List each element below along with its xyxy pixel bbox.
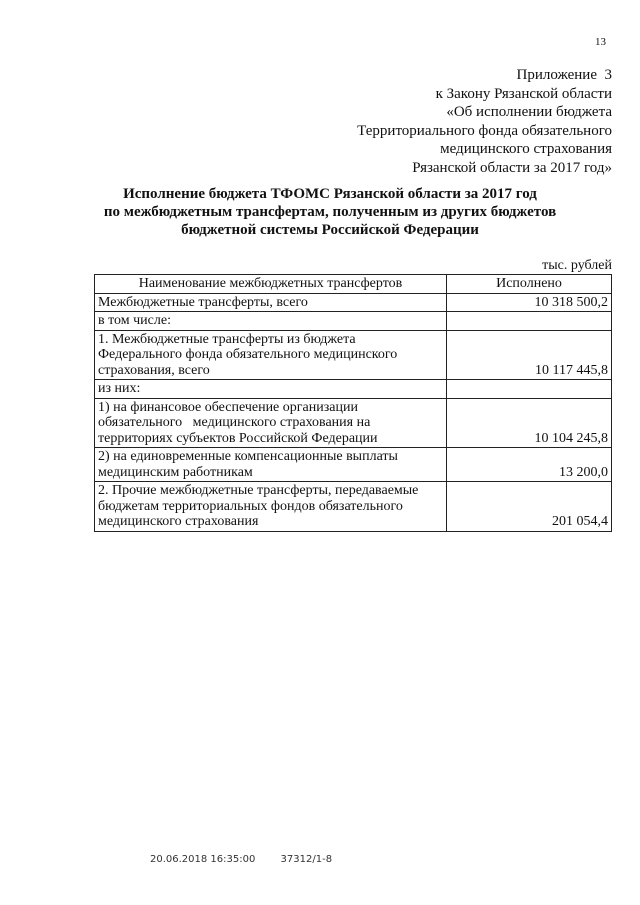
footer-stamp: [150, 854, 354, 865]
row-name: 2) на единовременные компенсационные выплаты медицинским работникам: [95, 448, 447, 482]
row-value: 201 054,4: [447, 482, 612, 532]
header-name: Наименование межбюджетных трансфертов: [95, 275, 447, 294]
appendix-line: Рязанской области за 2017 год»: [412, 159, 612, 176]
title-line: бюджетной системы Российской Федерации: [181, 222, 479, 238]
table-row: [95, 380, 612, 399]
appendix-line: медицинского страхования: [440, 141, 612, 158]
title-line: по межбюджетным трансфертам, полученным из других бюджетов: [103, 204, 557, 220]
header-value: Исполнено: [447, 275, 612, 294]
document-title: [80, 185, 580, 239]
row-name: в том числе:: [95, 312, 447, 331]
table-header-row: [95, 275, 612, 294]
row-value: 10 117 445,8: [447, 330, 612, 380]
row-name: 2. Прочие межбюджетные трансферты, передаваемые бюджетам территориальных фондов обязательного медицинского страхования: [95, 482, 447, 532]
row-value: [447, 312, 612, 331]
appendix-header: [282, 66, 612, 178]
row-value: [447, 380, 612, 399]
table-row: [95, 330, 612, 380]
row-name: 1) на финансовое обеспечение организации обязательного медицинского страхования на территориях субъектов Российской Федерации: [95, 398, 447, 448]
page-number: 13: [595, 36, 606, 48]
units-label: тыс. рублей: [542, 258, 612, 273]
title-line: Исполнение бюджета ТФОМС Рязанской области за 2017 год: [123, 186, 537, 202]
row-name: Межбюджетные трансферты, всего: [95, 293, 447, 312]
transfers-table: [94, 274, 612, 532]
row-value: 13 200,0: [447, 448, 612, 482]
row-value: 10 318 500,2: [447, 293, 612, 312]
appendix-line: «Об исполнении бюджета: [446, 104, 612, 121]
table-row: [95, 312, 612, 331]
row-value: 10 104 245,8: [447, 398, 612, 448]
footer-doc-id: 37312/1-8: [280, 854, 333, 865]
row-name: из них:: [95, 380, 447, 399]
row-name: 1. Межбюджетные трансферты из бюджета Федерального фонда обязательного медицинского страхования, всего: [95, 330, 447, 380]
appendix-line: Приложение 3: [516, 67, 612, 83]
table-row: [95, 398, 612, 448]
table-row: [95, 482, 612, 532]
appendix-line: к Закону Рязанской области: [435, 85, 612, 102]
footer-timestamp: 20.06.2018 16:35:00: [150, 854, 256, 865]
table-row: [95, 448, 612, 482]
table-row: [95, 293, 612, 312]
appendix-line: Территориального фонда обязательного: [357, 122, 612, 139]
